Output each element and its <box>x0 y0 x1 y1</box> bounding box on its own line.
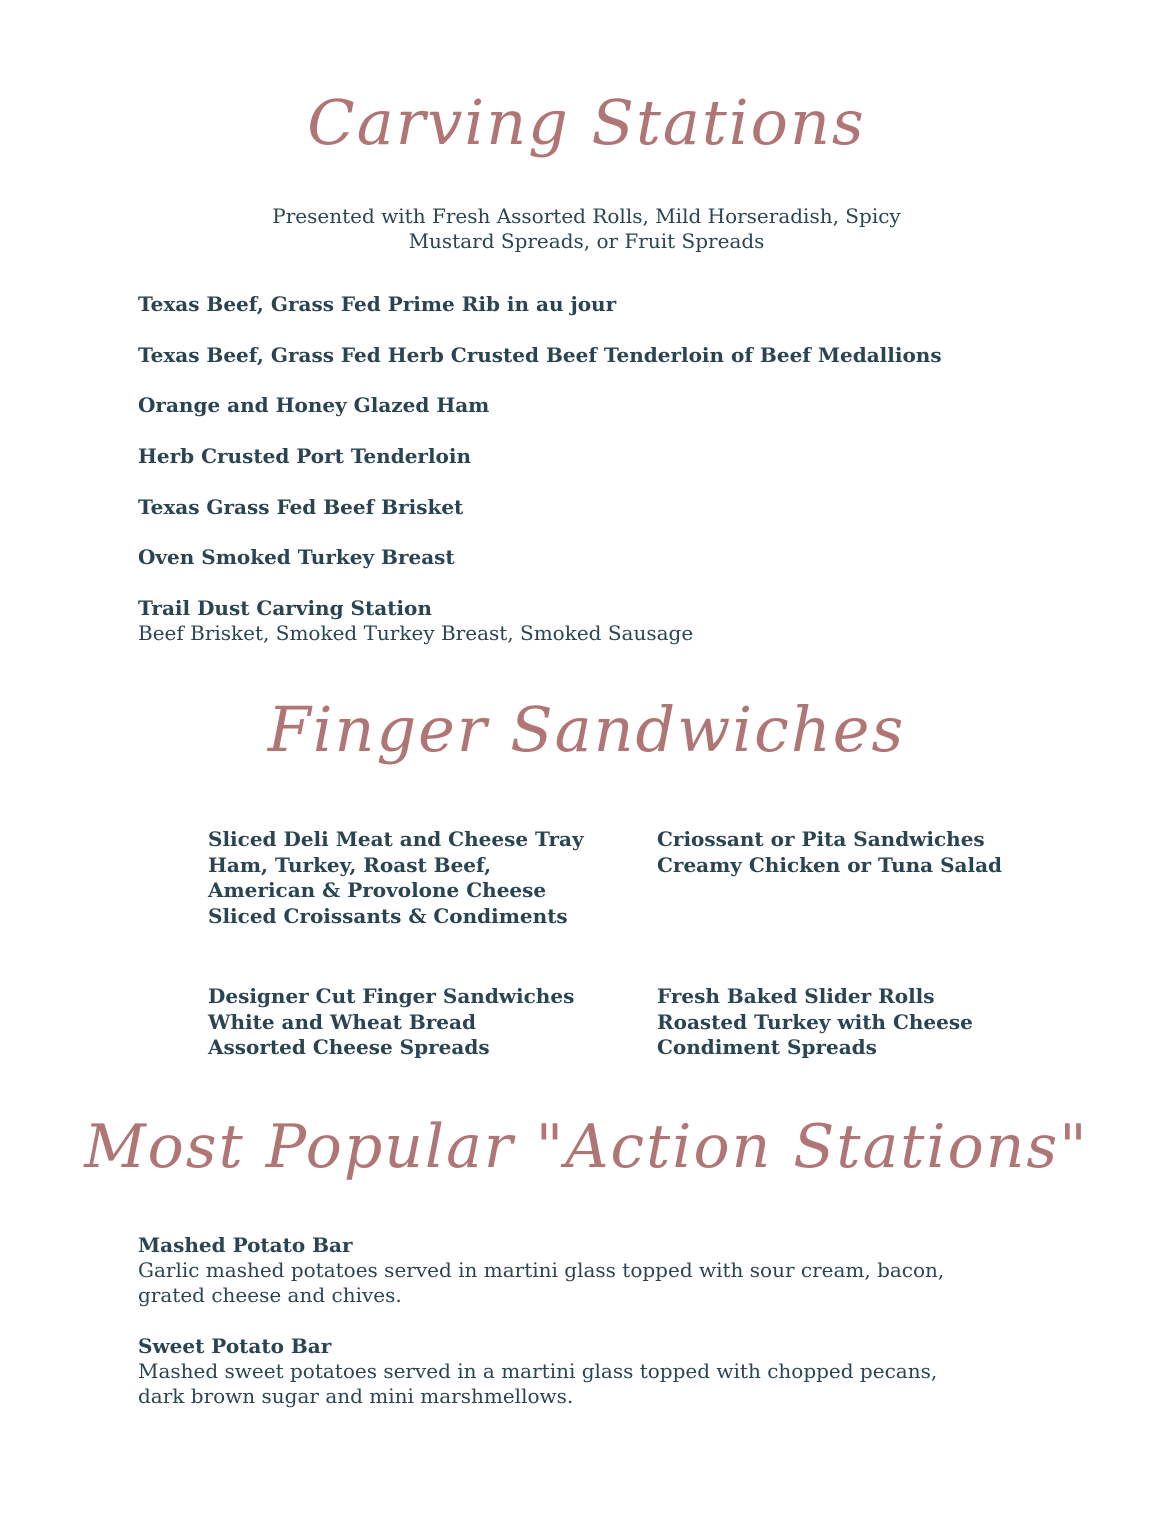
carving-item: Texas Beef, Grass Fed Herb Crusted Beef Tenderloin of Beef Medallions <box>138 343 942 367</box>
slider-name: Fresh Baked Slider Rolls <box>657 984 935 1008</box>
carving-subtitle-line-1: Presented with Fresh Assorted Rolls, Mild Horseradish, Spicy <box>272 204 901 228</box>
slider-line: Roasted Turkey with Cheese <box>657 1009 973 1034</box>
croissant-name: Criossant or Pita Sandwiches <box>657 827 985 851</box>
carving-item: Oven Smoked Turkey Breast <box>138 545 455 569</box>
slider-line: Condiment Spreads <box>657 1035 877 1059</box>
sweet-potato-bar <box>138 1334 937 1409</box>
designer-name: Designer Cut Finger Sandwiches <box>208 984 575 1008</box>
mashed-potato-line: Garlic mashed potatoes served in martini glass topped with sour cream, bacon, <box>138 1258 945 1282</box>
sweet-potato-line: Mashed sweet potatoes served in a martini glass topped with chopped pecans, <box>138 1359 938 1383</box>
finger-sandwiches-heading: Finger Sandwiches <box>267 693 906 766</box>
carving-item: Texas Grass Fed Beef Brisket <box>138 495 464 519</box>
designer-block <box>208 984 574 1061</box>
carving-subtitle-line-2: Mustard Spreads, or Fruit Spreads <box>408 229 765 253</box>
sweet-potato-line: dark brown sugar and mini marshmellows. <box>138 1384 574 1408</box>
trail-dust-description: Beef Brisket, Smoked Turkey Breast, Smoked Sausage <box>138 621 694 645</box>
deli-tray-block <box>208 827 584 929</box>
sweet-potato-name: Sweet Potato Bar <box>138 1334 332 1358</box>
deli-tray-line: American & Provolone Cheese <box>208 878 547 902</box>
deli-tray-line: Ham, Turkey, Roast Beef, <box>208 852 492 877</box>
designer-line: White and Wheat Bread <box>208 1009 476 1034</box>
deli-tray-name: Sliced Deli Meat and Cheese Tray <box>208 827 584 851</box>
mashed-potato-bar <box>138 1233 944 1308</box>
croissant-line: Creamy Chicken or Tuna Salad <box>657 852 1003 877</box>
carving-item: Herb Crusted Port Tenderloin <box>138 444 472 468</box>
action-stations-heading: Most Popular "Action Stations" <box>84 1112 1089 1182</box>
deli-tray-line: Sliced Croissants & Condiments <box>208 903 568 928</box>
carving-subtitle <box>0 204 1173 254</box>
trail-dust-name: Trail Dust Carving Station <box>138 596 432 620</box>
carving-stations-heading: Carving Stations <box>307 86 866 159</box>
croissant-block <box>657 827 1002 878</box>
trail-dust-carving-station <box>138 596 693 646</box>
slider-block <box>657 984 973 1061</box>
mashed-potato-name: Mashed Potato Bar <box>138 1233 353 1257</box>
carving-item: Texas Beef, Grass Fed Prime Rib in au jour <box>138 292 617 316</box>
mashed-potato-line: grated cheese and chives. <box>138 1283 402 1307</box>
designer-line: Assorted Cheese Spreads <box>208 1035 490 1059</box>
carving-item: Orange and Honey Glazed Ham <box>138 393 490 417</box>
